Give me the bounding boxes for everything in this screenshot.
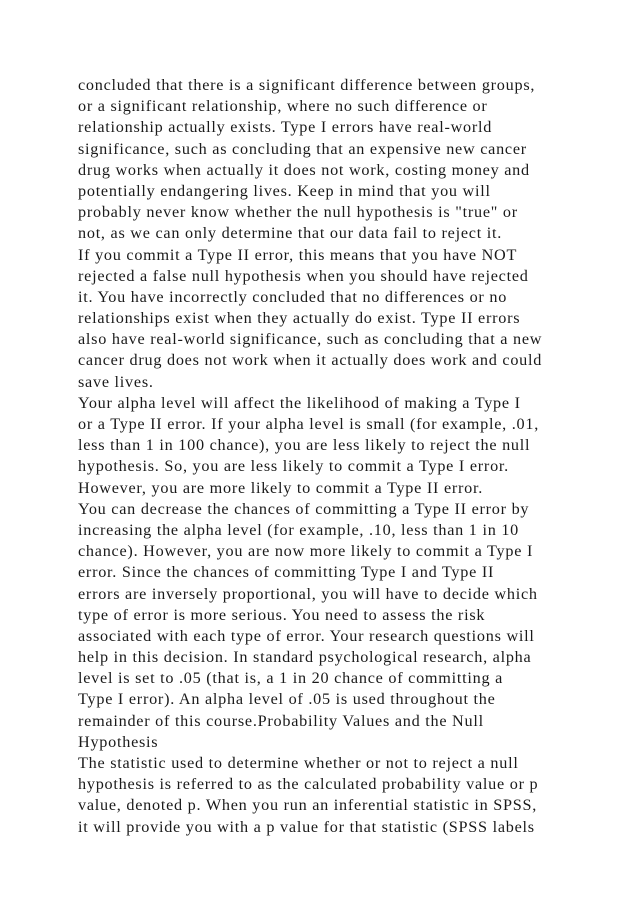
text-line: If you commit a Type II error, this means that you have NOT — [78, 245, 518, 264]
text-line: hypothesis. So, you are less likely to commit a Type I error. — [78, 457, 509, 476]
text-line: or a Type II error. If your alpha level is small (for example, .01, — [78, 415, 540, 433]
text-line: You can decrease the chances of committing a Type II error by — [78, 499, 530, 518]
text-line: errors are inversely proportional, you will have to decide which — [78, 584, 538, 603]
text-line: increasing the alpha level (for example, .10, less than 1 in 10 — [78, 520, 520, 539]
text-line: less than 1 in 100 chance), you are less likely to reject the null — [78, 436, 531, 455]
text-line: cancer drug does not work when it actually does work and could — [78, 351, 543, 370]
body-text — [78, 75, 578, 838]
text-line: also have real-world significance, such as concluding that a new — [78, 330, 543, 349]
text-line: help in this decision. In standard psychological research, alpha — [78, 648, 532, 667]
text-line: hypothesis is referred to as the calculated probability value or p — [78, 775, 539, 794]
text-line: error. Since the chances of committing Type I and Type II — [78, 563, 495, 582]
text-line: relationships exist when they actually do exist. Type II errors — [78, 309, 521, 328]
text-line: associated with each type of error. Your research questions will — [78, 626, 535, 645]
text-line: not, as we can only determine that our data fail to reject it. — [78, 224, 503, 243]
text-line: Type I error). An alpha level of .05 is used throughout the — [78, 690, 496, 709]
text-line: remainder of this course.Probability Values and the Null — [78, 711, 484, 730]
text-line: it will provide you with a p value for that statistic (SPSS labels — [78, 817, 535, 836]
text-line: value, denoted p. When you run an inferential statistic in SPSS, — [78, 796, 538, 815]
text-line: The statistic used to determine whether or not to reject a null — [78, 754, 519, 772]
text-line: type of error is more serious. You need to assess the risk — [78, 605, 486, 624]
text-line: significance, such as concluding that an expensive new cancer — [78, 139, 527, 158]
text-line: chance). However, you are now more likely to commit a Type I — [78, 542, 534, 561]
text-line: probably never know whether the null hypothesis is "true" or — [78, 203, 518, 222]
text-line: it. You have incorrectly concluded that no differences or no — [78, 287, 508, 306]
text-line: rejected a false null hypothesis when you should have rejected — [78, 266, 529, 285]
text-line: Your alpha level will affect the likelihood of making a Type I — [78, 393, 521, 412]
text-line: relationship actually exists. Type I errors have real-world — [78, 118, 493, 137]
text-line: drug works when actually it does not work, costing money and — [78, 160, 530, 179]
text-line: or a significant relationship, where no such difference or — [78, 97, 488, 116]
text-line: concluded that there is a significant difference between groups, — [78, 76, 536, 94]
text-line: save lives. — [78, 372, 154, 391]
text-line: However, you are more likely to commit a Type II error. — [78, 478, 484, 497]
text-line: potentially endangering lives. Keep in mind that you will — [78, 181, 491, 200]
text-line: level is set to .05 (that is, a 1 in 20 chance of committing a — [78, 669, 504, 688]
text-line: Hypothesis — [78, 732, 159, 751]
